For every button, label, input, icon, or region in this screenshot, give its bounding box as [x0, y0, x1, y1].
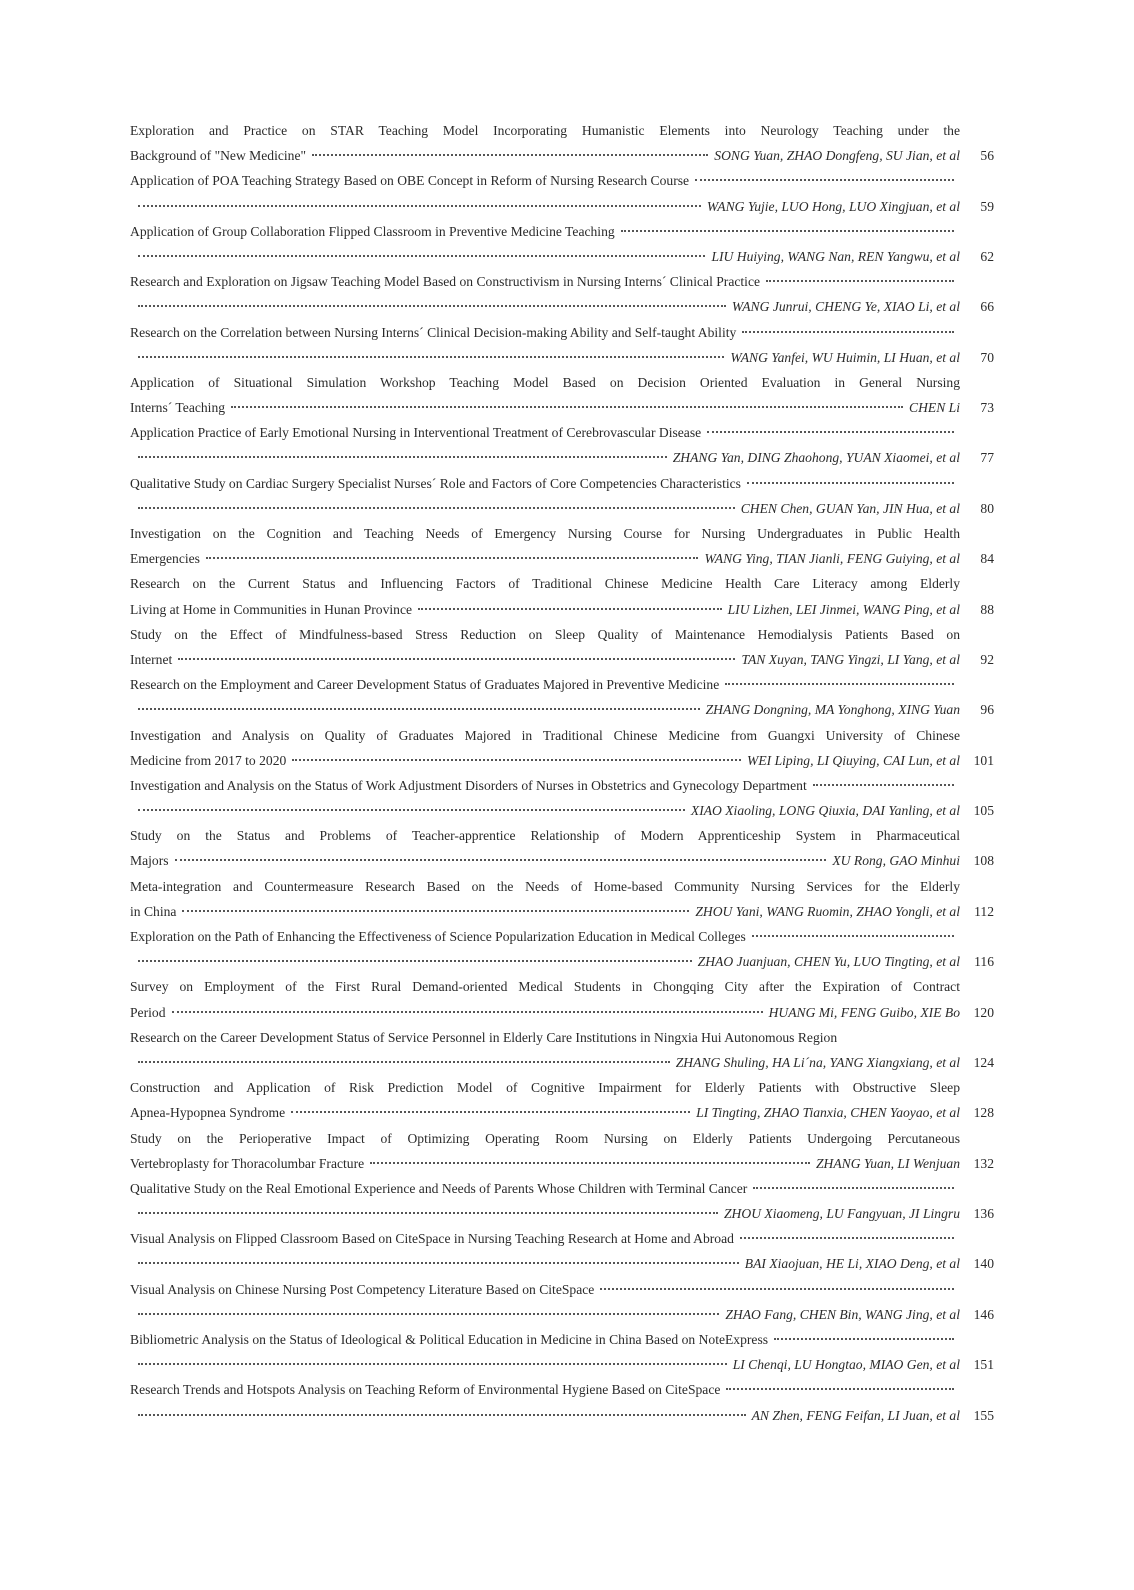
entry-page-number: 56	[980, 148, 994, 164]
entry-title: Bibliometric Analysis on the Status of Ideological & Political Education in Medicine in China Based on NoteExpress	[130, 1332, 769, 1347]
toc-entry[interactable]	[130, 269, 994, 319]
entry-page-number: 70	[980, 349, 994, 365]
entry-page-number: 108	[973, 853, 994, 869]
entry-page-number: 92	[980, 651, 994, 667]
entry-page-number: 112	[974, 903, 994, 919]
dot-leader	[766, 280, 954, 282]
entry-title: Internet	[130, 651, 173, 667]
toc-entry[interactable]	[130, 571, 994, 621]
entry-page-number: 140	[973, 1256, 994, 1272]
entry-authors: SONG Yuan, ZHAO Dongfeng, SU Jian, et al	[714, 148, 960, 164]
dot-leader	[752, 935, 954, 937]
entry-title: Exploration on the Path of Enhancing the Effectiveness of Science Popularization Education in Medical Colleges	[130, 929, 746, 944]
entry-title: Vertebroplasty for Thoracolumbar Fracture	[130, 1155, 365, 1171]
dot-leader	[138, 205, 701, 207]
entry-title: Research and Exploration on Jigsaw Teaching Model Based on Constructivism in Nursing Interns´ Clinical Practice	[130, 274, 761, 290]
dot-leader	[138, 960, 692, 962]
entry-authors: LI Tingting, ZHAO Tianxia, CHEN Yaoyao, et al	[696, 1105, 960, 1121]
entry-page-number: 105	[973, 803, 994, 819]
dot-leader	[138, 1262, 739, 1264]
dot-leader	[726, 1388, 954, 1390]
toc-entry[interactable]	[130, 118, 994, 168]
entry-page-number: 77	[980, 450, 994, 466]
dot-leader	[138, 708, 700, 710]
toc-entry[interactable]	[130, 1226, 994, 1276]
entry-page-number: 132	[973, 1155, 994, 1171]
dot-leader	[138, 255, 705, 257]
toc-entry[interactable]	[130, 974, 994, 1024]
entry-title: Application of Group Collaboration Flipped Classroom in Preventive Medicine Teaching	[130, 223, 615, 239]
entry-title: Research on the Employment and Career Development Status of Graduates Majored in Preventive Medicine	[130, 677, 720, 693]
entry-page-number: 116	[974, 954, 994, 970]
toc-entry[interactable]	[130, 773, 994, 823]
dot-leader	[813, 784, 954, 786]
dot-leader	[175, 859, 827, 861]
entry-title: Application Practice of Early Emotional Nursing in Interventional Treatment of Cerebrovascular Disease	[130, 425, 702, 441]
entry-title: Period	[130, 1004, 166, 1020]
dot-leader	[742, 331, 954, 333]
dot-leader	[138, 305, 726, 307]
entry-authors: ZHOU Xiaomeng, LU Fangyuan, JI Lingru	[724, 1206, 960, 1222]
entry-title-line: Investigation and Analysis on Quality of Graduates Majored in Traditional Chinese Medicine from Guangxi University of Chinese	[130, 727, 960, 743]
entry-page-number: 88	[980, 601, 994, 617]
entry-title: Research on the Career Development Status of Service Personnel in Elderly Care Institutions in Ningxia Hui Autonomous Region	[130, 1029, 838, 1045]
entry-authors: CHEN Li	[909, 400, 960, 416]
entry-page-number: 155	[973, 1407, 994, 1423]
entry-title: Medicine from 2017 to 2020	[130, 752, 287, 768]
dot-leader	[291, 1111, 690, 1113]
entry-page-number: 62	[980, 248, 994, 264]
toc-entry[interactable]	[130, 320, 994, 370]
dot-leader	[753, 1187, 954, 1189]
toc-entry[interactable]	[130, 723, 994, 773]
toc-entry[interactable]	[130, 924, 994, 974]
entry-authors: ZHANG Dongning, MA Yonghong, XING Yuan	[705, 702, 960, 718]
entry-page-number: 80	[980, 500, 994, 516]
entry-authors: WEI Liping, LI Qiuying, CAI Lun, et al	[747, 752, 960, 768]
dot-leader	[231, 406, 903, 408]
entry-title-line: Study on the Perioperative Impact of Optimizing Operating Room Nursing on Elderly Patients Undergoing Percutaneous	[130, 1130, 960, 1146]
dot-leader	[370, 1162, 810, 1164]
dot-leader	[695, 179, 954, 181]
entry-title: Emergencies	[130, 551, 200, 567]
dot-leader	[292, 759, 741, 761]
toc-entry[interactable]	[130, 168, 994, 218]
dot-leader	[747, 482, 954, 484]
toc-entry[interactable]	[130, 219, 994, 269]
entry-title-line: Application of Situational Simulation Workshop Teaching Model Based on Decision Oriented Evaluation in General Nursing	[130, 374, 960, 390]
entry-title: Majors	[130, 853, 169, 869]
toc-entry[interactable]	[130, 370, 994, 420]
entry-title-line: Construction and Application of Risk Prediction Model of Cognitive Impairment for Elderly Patients with Obstructive Sleep	[130, 1080, 960, 1096]
entry-title-line: Investigation on the Cognition and Teaching Needs of Emergency Nursing Course for Nursing Undergraduates in Public Health	[130, 526, 960, 541]
dot-leader	[206, 557, 698, 559]
entry-authors: ZHANG Yuan, LI Wenjuan	[815, 1155, 960, 1171]
dot-leader	[138, 356, 724, 358]
entry-page-number: 146	[973, 1306, 994, 1322]
entry-title-line: Exploration and Practice on STAR Teaching Model Incorporating Humanistic Elements into Neurology Teaching under the	[130, 123, 960, 138]
dot-leader	[138, 507, 735, 509]
entry-authors: LIU Huiying, WANG Nan, REN Yangwu, et al	[711, 248, 960, 264]
table-of-contents	[130, 118, 994, 1428]
entry-title: in China	[130, 903, 177, 919]
entry-page-number: 101	[973, 752, 994, 768]
entry-authors: HUANG Mi, FENG Guibo, XIE Bo	[768, 1004, 960, 1020]
entry-page-number: 66	[980, 299, 994, 315]
entry-title-line: Study on the Status and Problems of Teacher-apprentice Relationship of Modern Apprenticeship System in Pharmaceutical	[130, 828, 960, 844]
entry-authors: WANG Yujie, LUO Hong, LUO Xingjuan, et al	[706, 198, 960, 214]
entry-authors: ZHAO Fang, CHEN Bin, WANG Jing, et al	[725, 1306, 960, 1322]
toc-entry[interactable]	[130, 1176, 994, 1226]
entry-page-number: 73	[980, 400, 994, 416]
entry-title: Living at Home in Communities in Hunan Province	[130, 601, 413, 617]
toc-entry[interactable]	[130, 1025, 994, 1075]
entry-title: Application of POA Teaching Strategy Based on OBE Concept in Reform of Nursing Research Course	[130, 173, 690, 189]
entry-title-line: Research on the Current Status and Influencing Factors of Traditional Chinese Medicine Health Care Literacy among Elderly	[130, 576, 960, 592]
toc-entry[interactable]	[130, 672, 994, 722]
dot-leader	[138, 1313, 719, 1315]
dot-leader	[707, 431, 954, 433]
entry-page-number: 84	[980, 551, 994, 567]
dot-leader	[172, 1011, 763, 1013]
dot-leader	[138, 456, 667, 458]
entry-authors: BAI Xiaojuan, HE Li, XIAO Deng, et al	[744, 1256, 960, 1272]
toc-entry[interactable]	[130, 1126, 994, 1176]
entry-authors: ZHOU Yani, WANG Ruomin, ZHAO Yongli, et al	[695, 903, 960, 919]
toc-entry[interactable]	[130, 1075, 994, 1125]
dot-leader	[138, 1061, 670, 1063]
toc-entry[interactable]	[130, 823, 994, 873]
entry-page-number: 96	[980, 702, 994, 718]
entry-authors: ZHAO Juanjuan, CHEN Yu, LUO Tingting, et al	[697, 954, 960, 970]
entry-title: Investigation and Analysis on the Status of Work Adjustment Disorders of Nurses in Obstetrics and Gynecology Department	[130, 777, 807, 793]
toc-entry[interactable]	[130, 1327, 994, 1377]
entry-page-number: 120	[973, 1004, 994, 1020]
entry-title-line: Survey on Employment of the First Rural Demand-oriented Medical Students in Chongqing City after the Expiration of Contract	[130, 979, 960, 995]
entry-title: Background of "New Medicine"	[130, 148, 307, 164]
toc-entry[interactable]	[130, 874, 994, 924]
entry-authors: TAN Xuyan, TANG Yingzi, LI Yang, et al	[741, 651, 960, 667]
entry-title: Apnea-Hypopnea Syndrome	[130, 1105, 286, 1121]
entry-title: Research Trends and Hotspots Analysis on Teaching Reform of Environmental Hygiene Based on CiteSpace	[130, 1382, 721, 1398]
dot-leader	[418, 608, 722, 610]
entry-title: Qualitative Study on the Real Emotional Experience and Needs of Parents Whose Children with Terminal Cancer	[130, 1180, 748, 1196]
dot-leader	[600, 1288, 954, 1290]
entry-authors: WANG Junrui, CHENG Ye, XIAO Li, et al	[731, 299, 960, 315]
entry-title: Qualitative Study on Cardiac Surgery Specialist Nurses´ Role and Factors of Core Competencies Characteristics	[130, 475, 741, 491]
entry-page-number: 59	[980, 198, 994, 214]
entry-authors: WANG Yanfei, WU Huimin, LI Huan, et al	[730, 349, 960, 365]
entry-title: Interns´ Teaching	[130, 400, 226, 416]
entry-title: Research on the Correlation between Nursing Interns´ Clinical Decision-making Ability and Self-taught Ability	[130, 324, 737, 340]
dot-leader	[621, 230, 954, 232]
dot-leader	[312, 154, 708, 156]
entry-authors: LIU Lizhen, LEI Jinmei, WANG Ping, et al	[727, 601, 960, 617]
toc-entry[interactable]	[130, 420, 994, 470]
entry-authors: WANG Ying, TIAN Jianli, FENG Guiying, et al	[704, 551, 960, 567]
dot-leader	[740, 1237, 954, 1239]
entry-title: Visual Analysis on Chinese Nursing Post Competency Literature Based on CiteSpace	[130, 1281, 595, 1297]
entry-page-number: 124	[973, 1054, 994, 1070]
toc-entry[interactable]	[130, 1277, 994, 1327]
dot-leader	[138, 1414, 746, 1416]
toc-entry[interactable]	[130, 521, 994, 571]
entry-authors: CHEN Chen, GUAN Yan, JIN Hua, et al	[740, 500, 960, 516]
dot-leader	[138, 1363, 727, 1365]
dot-leader	[138, 1212, 718, 1214]
entry-title-line: Meta-integration and Countermeasure Research Based on the Needs of Home-based Community Nursing Services for the Elderly	[130, 878, 960, 894]
dot-leader	[182, 910, 689, 912]
toc-entry[interactable]	[130, 471, 994, 521]
entry-authors: ZHANG Yan, DING Zhaohong, YUAN Xiaomei, et al	[672, 450, 960, 466]
entry-title: Visual Analysis on Flipped Classroom Based on CiteSpace in Nursing Teaching Research at Home and Abroad	[130, 1231, 734, 1247]
dot-leader	[178, 658, 735, 660]
entry-authors: AN Zhen, FENG Feifan, LI Juan, et al	[751, 1407, 960, 1423]
entry-page-number: 128	[973, 1105, 994, 1121]
entry-authors: XIAO Xiaoling, LONG Qiuxia, DAI Yanling, et al	[690, 803, 960, 819]
entry-page-number: 136	[973, 1206, 994, 1222]
entry-authors: ZHANG Shuling, HA Li´na, YANG Xiangxiang, et al	[675, 1054, 960, 1070]
entry-authors: LI Chenqi, LU Hongtao, MIAO Gen, et al	[732, 1357, 960, 1373]
entry-authors: XU Rong, GAO Minhui	[832, 853, 960, 869]
dot-leader	[725, 683, 954, 685]
entry-title-line: Study on the Effect of Mindfulness-based Stress Reduction on Sleep Quality of Maintenance Hemodialysis Patients Based on	[130, 626, 960, 642]
entry-page-number: 151	[973, 1357, 994, 1373]
toc-entry[interactable]	[130, 622, 994, 672]
dot-leader	[138, 809, 685, 811]
dot-leader	[774, 1338, 954, 1340]
toc-entry[interactable]	[130, 1377, 994, 1427]
